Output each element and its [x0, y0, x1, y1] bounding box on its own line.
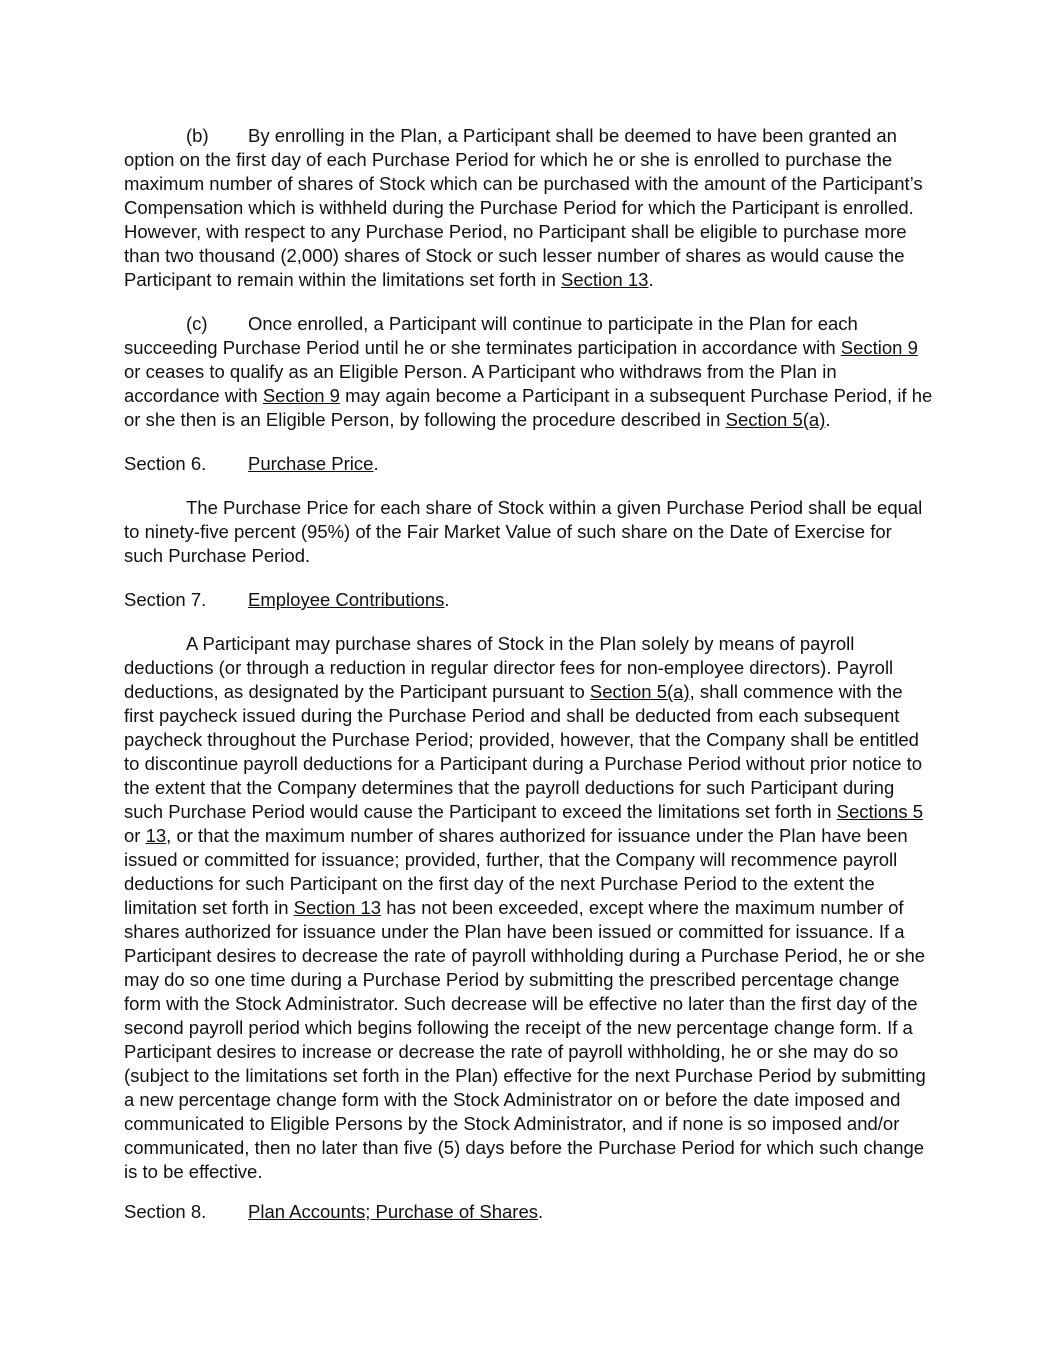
paragraph-text: or: [124, 825, 146, 846]
section-8-heading: [124, 1200, 934, 1224]
paragraph-text: The Purchase Price for each share of Stock within a given Purchase Period shall be equal to ninety-five percent (95%) of the Fair Market Value of such share on the Date of Exercise for such Purchase Period.: [124, 497, 923, 566]
section-number: Section 7.: [124, 589, 207, 610]
heading-period: .: [538, 1201, 544, 1222]
section-6-heading: [124, 452, 934, 476]
paragraph-text: By enrolling in the Plan, a Participant shall be deemed to have been granted an option on the first day of each Purchase Period for which he or she is enrolled to purchase the maximum number of shares of Stock which can be purchased with the amount of the Participant’s Compensation which is withheld during the Purchase Period for which the Participant is enrolled. However, with respect to any Purchase Period, no Participant shall be eligible to purchase more than two thousand (2,000) shares of Stock or such lesser number of shares as would cause the Participant to remain within the limitations set forth in: [124, 125, 923, 290]
section-7-body: [124, 632, 934, 1184]
section-title: Purchase Price: [248, 453, 374, 474]
section-reference: Section 9: [840, 337, 918, 358]
paragraph-label: (c): [186, 313, 208, 334]
paragraph-c: [124, 312, 934, 432]
section-title: Employee Contributions: [248, 589, 445, 610]
paragraph-text: or ceases to qualify as an Eligible Person. A Participant who withdraws from the Plan in accordance with: [124, 361, 837, 406]
section-reference: Section 5(a): [725, 409, 826, 430]
section-number: Section 8.: [124, 1201, 207, 1222]
heading-period: .: [444, 589, 450, 610]
section-6-body: [124, 496, 934, 568]
paragraph-text: Once enrolled, a Participant will continue to participate in the Plan for each succeeding Purchase Period until he or she terminates participation in accordance with: [124, 313, 858, 358]
section-reference: 13: [145, 825, 167, 846]
paragraph-label: (b): [186, 125, 209, 146]
paragraph-text: has not been exceeded, except where the maximum number of shares authorized for issuance under the Plan have been issued or committed for issuance. If a Participant desires to decrease the rate of payroll withholding during a Purchase Period, he or she may do so one time during a Purchase Period by submitting the prescribed percentage change form with the Stock Administrator. Such decrease will be effective no later than the first day of the second payroll period which begins following the receipt of the new percentage change form. If a Participant desires to increase or decrease the rate of payroll withholding, he or she may do so (subject to the limitations set forth in the Plan) effective for the next Purchase Period by submitting a new percentage change form with the Stock Administrator on or before the date imposed and communicated to Eligible Persons by the Stock Administrator, and if none is so imposed and/or communicated, then no later than five (5) days before the Purchase Period for which such change is to be effective.: [124, 897, 926, 1182]
paragraph-text: A Participant may purchase shares of Stock in the Plan solely by means of payroll deductions (or through a reduction in regular director fees for non-employee directors). Payroll deductions, as designated by the Participant pursuant to: [124, 633, 894, 702]
heading-period: .: [373, 453, 379, 474]
paragraph-b: [124, 124, 934, 292]
section-reference: Section 13: [293, 897, 382, 918]
section-number: Section 6.: [124, 453, 207, 474]
section-7-heading: [124, 588, 934, 612]
section-title: Plan Accounts; Purchase of Shares: [248, 1201, 539, 1222]
section-reference: Section 13: [561, 269, 649, 290]
paragraph-text: may again become a Participant in a subsequent Purchase Period, if he or she then is an Eligible Person, by following the procedure described in: [124, 385, 933, 430]
section-reference: Section 5(a): [589, 681, 690, 702]
section-reference: Sections 5: [836, 801, 924, 822]
paragraph-text: , shall commence with the first paycheck issued during the Purchase Period and shall be deducted from each subsequent paycheck throughout the Purchase Period; provided, however, that the Company shall be entitled to discontinue payroll deductions for a Participant during a Purchase Period without prior notice to the extent that the Company determines that the payroll deductions for such Participant during such Purchase Period would cause the Participant to exceed the limitations set forth in: [124, 681, 923, 822]
paragraph-text: .: [648, 269, 654, 290]
paragraph-text: , or that the maximum number of shares authorized for issuance under the Plan have been issued or committed for issuance; provided, further, that the Company will recommence payroll deductions for such Participant on the first day of the next Purchase Period to the extent the limitation set forth in: [124, 825, 908, 918]
paragraph-text: .: [825, 409, 831, 430]
section-reference: Section 9: [262, 385, 340, 406]
